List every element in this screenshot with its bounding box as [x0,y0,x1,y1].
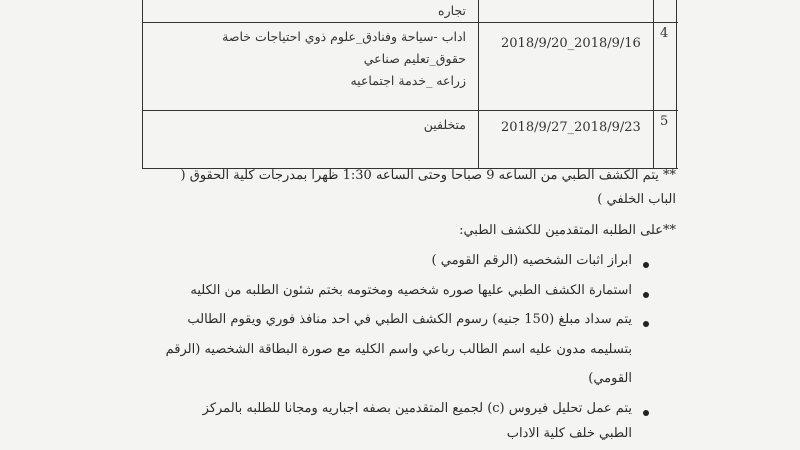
table-cell-line: تجاره [438,3,466,18]
requirement-item: استمارة الكشف الطبي عليها صوره شخصيه ومختومه بختم شئون الطلبه من الكليه [190,283,632,298]
table-cell-line: اداب -سياحة وفنادق_علوم ذوي احتياجات خاصة [222,29,466,44]
table-cell-line: حقوق_تعليم صناعي [363,51,466,66]
table-cell-line: متخلفين [423,117,466,132]
requirement-item-cont: بتسليمه مدون عليه اسم الطالب رباعي واسم الكليه مع صورة البطاقة الشخصيه (الرقم [165,342,632,357]
requirement-item: ابراز اثبات الشخصيه (الرقم القومي ) [431,253,632,268]
row-divider [143,110,678,111]
row-date: 2018/9/27_2018/9/23 [501,120,641,135]
row-number: 5 [660,114,669,129]
table-border [676,0,677,168]
table-cell-faculties [166,0,466,22]
table-divider [653,0,654,168]
note-requirements-heading: **على الطلبه المتقدمين للكشف الطبي: [459,223,676,238]
row-divider [143,22,678,23]
row-number: 4 [660,26,669,41]
bullet-icon [643,292,649,298]
table-cell-faculties [146,114,466,136]
row-date: 2018/9/20_2018/9/16 [501,36,641,51]
note-exam-time: ** يتم الكشف الطبي من الساعه 9 صباحا وحتى الساعه 1:30 ظهرا بمدرجات كلية الحقوق ( [180,168,676,183]
requirement-item: يتم سداد مبلغ (150 جنيه) رسوم الكشف الطبي في احد منافذ فوري ويقوم الطالب [187,312,632,327]
requirement-item: يتم عمل تحليل فيروس (c) لجميع المتقدمين بصفه اجباريه ومجانا للطلبه بالمركز [202,401,632,416]
bullet-icon [643,262,649,268]
requirement-item-cont: القومي) [588,371,632,386]
bullet-icon [643,410,649,416]
bullet-icon [643,321,649,327]
note-exam-time-cont: الباب الخلفي ) [597,192,676,207]
table-divider [478,0,479,168]
table-cell-line: زراعه _خدمة اجتماعيه [350,73,466,88]
schedule-table [142,0,678,169]
table-cell-faculties [146,26,466,92]
requirement-item-cont: الطبي خلف كلية الاداب [506,426,632,441]
